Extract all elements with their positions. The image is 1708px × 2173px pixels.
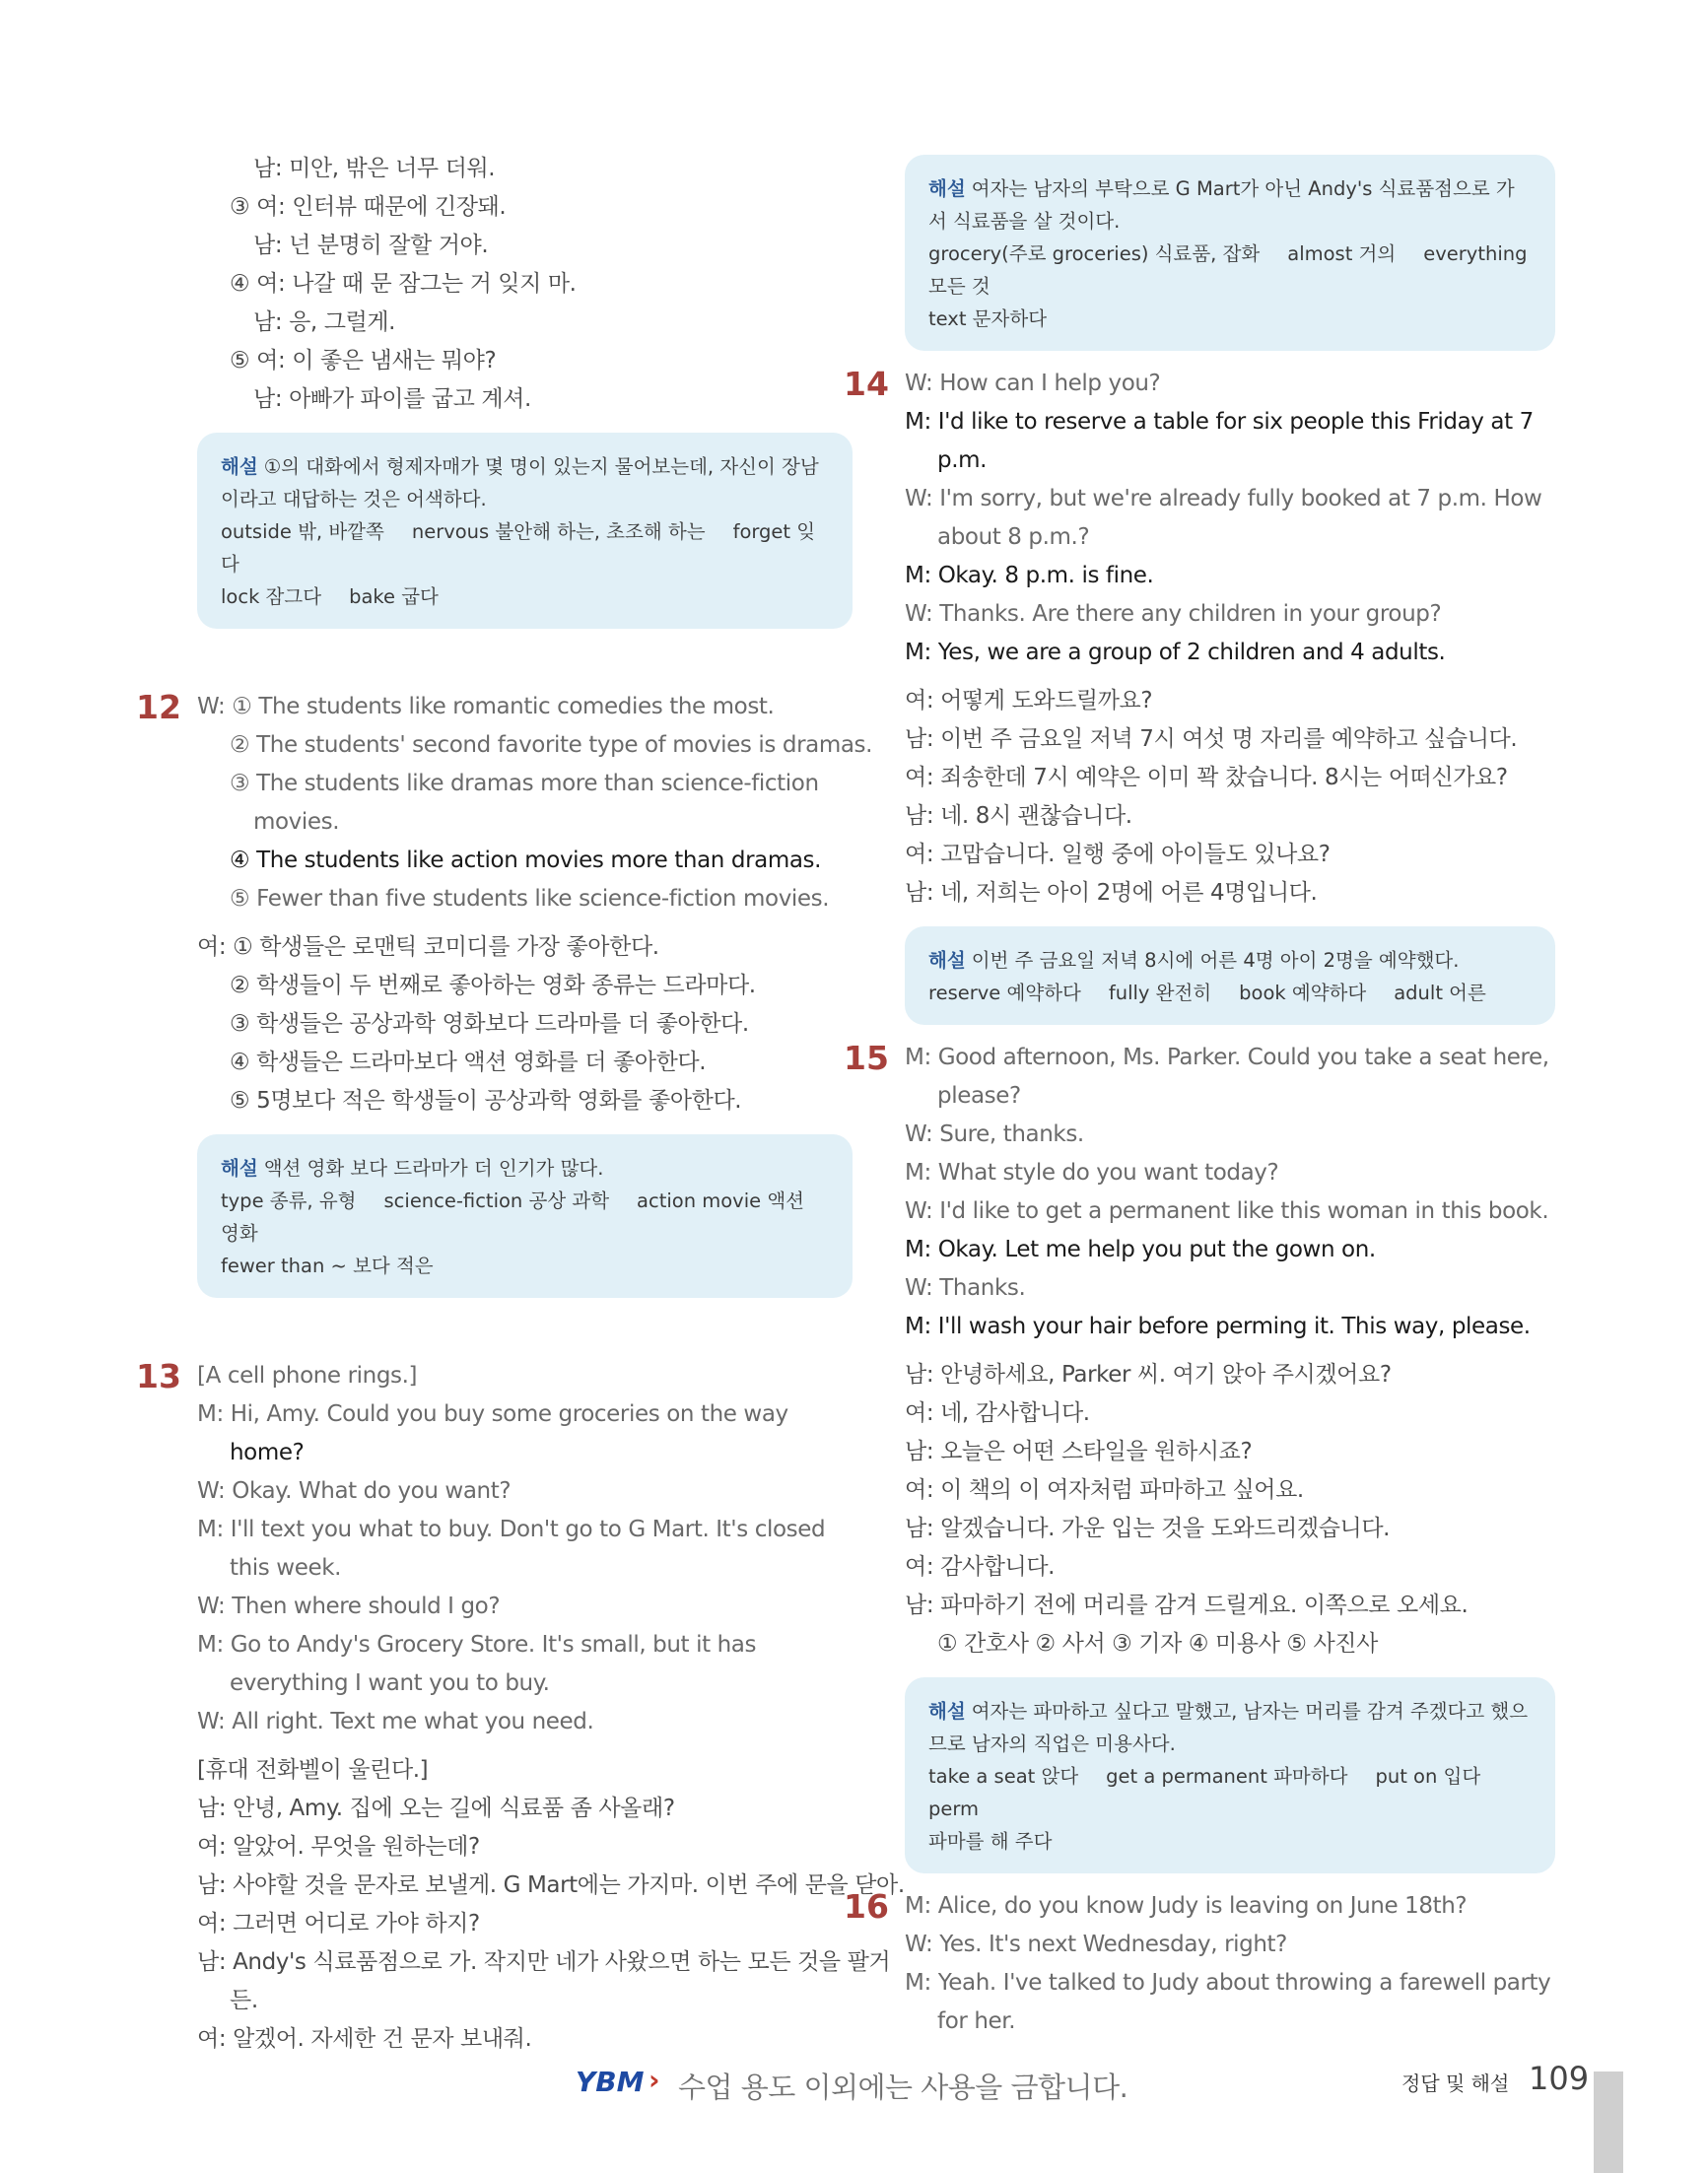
q15-explanation-box (905, 1677, 1555, 1873)
text-line: 여: ① 학생들은 로맨틱 코미디를 가장 좋아한다. (197, 934, 659, 960)
text-line: 여: 고맙습니다. 일행 중에 아이들도 있나요? (905, 842, 1331, 867)
question-number: 15 (844, 1039, 889, 1077)
q15-english (905, 1039, 1555, 1346)
chevron-right-icon: › (649, 2064, 660, 2096)
text-line: [A cell phone rings.] (197, 1363, 418, 1389)
text-line: 여: 알겠어. 자세한 건 문자 보내줘. (197, 2026, 532, 2052)
vocab-item: take a seat 앉다 (928, 1765, 1079, 1788)
question-number: 13 (136, 1357, 181, 1395)
explanation-text: 액션 영화 보다 드라마가 더 인기가 많다. (263, 1157, 604, 1180)
vocab-item: grocery(주로 groceries) 식료품, 잡화 (928, 242, 1261, 265)
vocabulary-row (928, 1760, 1530, 1825)
text-line: M: I'd like to reserve a table for six people this Friday at 7 (905, 409, 1534, 435)
question-14 (844, 365, 1555, 913)
text-line: ⑤ 여: 이 좋은 냄새는 뭐야? (230, 348, 497, 373)
ybm-logo: YBM (576, 2066, 645, 2098)
vocab-item: put on 입다 (1375, 1765, 1481, 1788)
text-line: movies. (253, 809, 340, 835)
text-line: 남: 응, 그럴게. (253, 309, 396, 335)
vocab-item: 파마를 해 주다 (928, 1830, 1053, 1853)
text-line: M: Alice, do you know Judy is leaving on June 18th? (905, 1893, 1468, 1919)
explanation-label: 해설 (221, 1157, 258, 1180)
text-line: M: Good afternoon, Ms. Parker. Could you take a seat here, (905, 1045, 1549, 1070)
text-line: 여: 알았어. 무엇을 원하는데? (197, 1834, 480, 1860)
q14-english (905, 365, 1555, 672)
vocabulary-row (221, 515, 827, 580)
text-line: ① 간호사 ② 사서 ③ 기자 ④ 미용사 ⑤ 사진사 (937, 1631, 1378, 1657)
explanation-label: 해설 (928, 949, 966, 972)
vocabulary-row (928, 238, 1530, 303)
text-line: ④ The students like action movies more than dramas. (230, 848, 822, 873)
vocab-item: lock 잠그다 (221, 585, 322, 608)
text-line: 남: 안녕하세요, Parker 씨. 여기 앉아 주시겠어요? (905, 1362, 1392, 1388)
vocab-item: get a permanent 파마하다 (1106, 1765, 1348, 1788)
text-line: ③ 학생들은 공상과학 영화보다 드라마를 더 좋아한다. (230, 1011, 749, 1037)
vocabulary-row (221, 1185, 827, 1250)
vocab-item: text 문자하다 (928, 307, 1048, 330)
text-line: 든. (230, 1988, 258, 2013)
explanation-label: 해설 (221, 455, 258, 478)
vocab-item: almost 거의 (1287, 242, 1397, 265)
vocab-item: type 종류, 유형 (221, 1189, 357, 1212)
text-line: 남: 파마하기 전에 머리를 감겨 드릴게요. 이쪽으로 오세요. (905, 1593, 1469, 1618)
text-line: 여: 감사합니다. (905, 1554, 1056, 1580)
text-line: p.m. (937, 447, 988, 473)
vocab-item: everything 모든 것 (928, 242, 1528, 298)
text-line: M: Go to Andy's Grocery Store. It's small, but it has (197, 1632, 757, 1658)
page-edge-tab (1594, 2071, 1623, 2173)
vocab-item: outside 밖, 바깥쪽 (221, 520, 384, 543)
vocab-item: fully 완전히 (1108, 982, 1212, 1004)
question-number: 14 (844, 365, 889, 403)
question-number: 12 (136, 688, 181, 726)
text-line: W: Then where should I go? (197, 1594, 501, 1619)
q12-explanation-box (197, 1134, 853, 1298)
vocabulary-row (928, 977, 1530, 1009)
text-line: 남: 오늘은 어떤 스타일을 원하시죠? (905, 1439, 1253, 1464)
text-line: M: I'll text you what to buy. Don't go to G Mart. It's closed (197, 1517, 826, 1542)
text-line: M: What style do you want today? (905, 1160, 1279, 1186)
question-15 (844, 1039, 1555, 1664)
text-line: 남: 미안, 밖은 너무 더워. (253, 156, 496, 181)
text-line: everything I want you to buy. (230, 1670, 550, 1696)
text-line: W: ① The students like romantic comedies the most. (197, 694, 775, 719)
text-line: ⑤ Fewer than five students like science-fiction movies. (230, 886, 830, 912)
text-line: 여: 네, 감사합니다. (905, 1400, 1090, 1426)
q12-english (197, 688, 873, 918)
page-footer (0, 2050, 1708, 2109)
vocab-item: bake 굽다 (349, 585, 439, 608)
text-line: for her. (937, 2008, 1016, 2034)
vocab-item: reserve 예약하다 (928, 982, 1081, 1004)
vocab-item: nervous 불안해 하는, 초조해 하는 (411, 520, 706, 543)
q13-english (197, 1357, 853, 1741)
usage-notice: 수업 용도 이외에는 사용을 금합니다. (678, 2071, 1128, 2104)
vocab-item: forget 잊다 (221, 520, 816, 576)
text-line: W: All right. Text me what you need. (197, 1709, 594, 1734)
text-line: W: Thanks. Are there any children in your group? (905, 601, 1442, 627)
vocabulary-row (928, 303, 1530, 335)
text-line: W: How can I help you? (905, 371, 1161, 396)
text-line: ④ 학생들은 드라마보다 액션 영화를 더 좋아한다. (230, 1050, 707, 1075)
question-16 (844, 1887, 1555, 2041)
explanation-label: 해설 (928, 1700, 966, 1723)
question-number: 16 (844, 1887, 889, 1926)
vocabulary-row (928, 1825, 1530, 1858)
vocabulary-row (221, 1250, 827, 1282)
text-line: ③ 여: 인터뷰 때문에 긴장돼. (230, 194, 507, 220)
text-line: 남: 알겠습니다. 가운 입는 것을 도와드리겠습니다. (905, 1516, 1391, 1541)
text-line: 남: 사야할 것을 문자로 보낼게. G Mart에는 가지마. 이번 주에 문을 닫아. (197, 1872, 905, 1898)
vocab-item: perm (928, 1798, 980, 1820)
q14-explanation-box (905, 926, 1555, 1025)
text-line: M: Yes, we are a group of 2 children and 4 adults. (905, 640, 1446, 665)
text-line: this week. (230, 1555, 342, 1581)
text-line: about 8 p.m.? (937, 524, 1090, 550)
text-line: M: Hi, Amy. Could you buy some groceries on the way (197, 1401, 788, 1427)
text-line: W: Sure, thanks. (905, 1121, 1084, 1147)
q14-korean (905, 682, 1555, 913)
explanation-text: 여자는 파마하고 싶다고 말했고, 남자는 머리를 감겨 주겠다고 했으므로 남자의 직업은 미용사다. (928, 1700, 1529, 1755)
explanation-text: 이번 주 금요일 저녁 8시에 어른 4명 아이 2명을 예약했다. (971, 949, 1460, 972)
text-line: 여: 그러면 어디로 가야 하지? (197, 1911, 480, 1936)
page-number: 109 (1529, 2060, 1590, 2097)
text-line: ② The students' second favorite type of movies is dramas. (230, 732, 873, 758)
text-line: 남: 네. 8시 괜찮습니다. (905, 803, 1132, 829)
text-line: M: Okay. Let me help you put the gown on. (905, 1237, 1376, 1262)
text-line: 남: 넌 분명히 잘할 거야. (253, 233, 489, 258)
text-line: 남: 이번 주 금요일 저녁 7시 여섯 명 자리를 예약하고 싶습니다. (905, 726, 1518, 752)
text-line: 남: 아빠가 파이를 굽고 계셔. (253, 386, 531, 412)
explanation-label: 해설 (928, 177, 966, 200)
q11-tail-lines (197, 150, 853, 419)
text-line: 남: 안녕, Amy. 집에 오는 길에 식료품 좀 사올래? (197, 1796, 675, 1821)
q12-korean (197, 928, 853, 1120)
text-line: [휴대 전화벨이 울린다.] (197, 1757, 429, 1783)
vocab-item: adult 어른 (1394, 982, 1486, 1004)
text-line: 여: 죄송한데 7시 예약은 이미 꽉 찼습니다. 8시는 어떠신가요? (905, 765, 1508, 790)
text-line: please? (937, 1083, 1021, 1109)
text-line: 여: 어떻게 도와드릴까요? (905, 688, 1153, 713)
text-line: W: I'd like to get a permanent like this woman in this book. (905, 1198, 1549, 1224)
text-line: ④ 여: 나갈 때 문 잠그는 거 잊지 마. (230, 271, 577, 297)
vocab-item: science-fiction 공상 과학 (383, 1189, 610, 1212)
vocab-item: book 예약하다 (1239, 982, 1367, 1004)
text-line: M: I'll wash your hair before perming it. This way, please. (905, 1314, 1531, 1339)
explanation-text: 여자는 남자의 부탁으로 G Mart가 아닌 Andy's 식료품점으로 가서 식료품을 살 것이다. (928, 177, 1515, 233)
q13-explanation-box (905, 155, 1555, 351)
section-label: 정답 및 해설 (1401, 2071, 1510, 2095)
text-line: 여: 이 책의 이 여자처럼 파마하고 싶어요. (905, 1477, 1304, 1503)
text-line: ② 학생들이 두 번째로 좋아하는 영화 종류는 드라마다. (230, 973, 756, 998)
right-column (844, 155, 1555, 2041)
q11-explanation-box (197, 433, 853, 629)
vocabulary-row (221, 580, 827, 613)
text-line: M: Yeah. I've talked to Judy about throwing a farewell party (905, 1970, 1551, 1996)
text-line: ③ The students like dramas more than science-fiction (230, 771, 819, 796)
text-line: home? (230, 1440, 305, 1465)
text-line: W: Thanks. (905, 1275, 1026, 1301)
text-line: M: Okay. 8 p.m. is fine. (905, 563, 1154, 588)
text-line: 남: Andy's 식료품점으로 가. 작지만 네가 사왔으면 하는 모든 것을 팔거 (197, 1949, 891, 1975)
text-line: ⑤ 5명보다 적은 학생들이 공상과학 영화를 좋아한다. (230, 1088, 742, 1114)
q16-english (905, 1887, 1555, 2041)
vocab-item: fewer than ~ 보다 적은 (221, 1255, 434, 1277)
text-line: W: I'm sorry, but we're already fully booked at 7 p.m. How (905, 486, 1542, 511)
explanation-text: ①의 대화에서 형제자매가 몇 명이 있는지 물어보는데, 자신이 장남이라고 대답하는 것은 어색하다. (221, 455, 819, 510)
vocab-item: action movie 액션 영화 (221, 1189, 805, 1245)
text-line: 남: 네, 저희는 아이 2명에 어른 4명입니다. (905, 880, 1318, 906)
q15-korean (905, 1356, 1555, 1664)
text-line: W: Yes. It's next Wednesday, right? (905, 1932, 1287, 1957)
text-line: W: Okay. What do you want? (197, 1478, 512, 1504)
